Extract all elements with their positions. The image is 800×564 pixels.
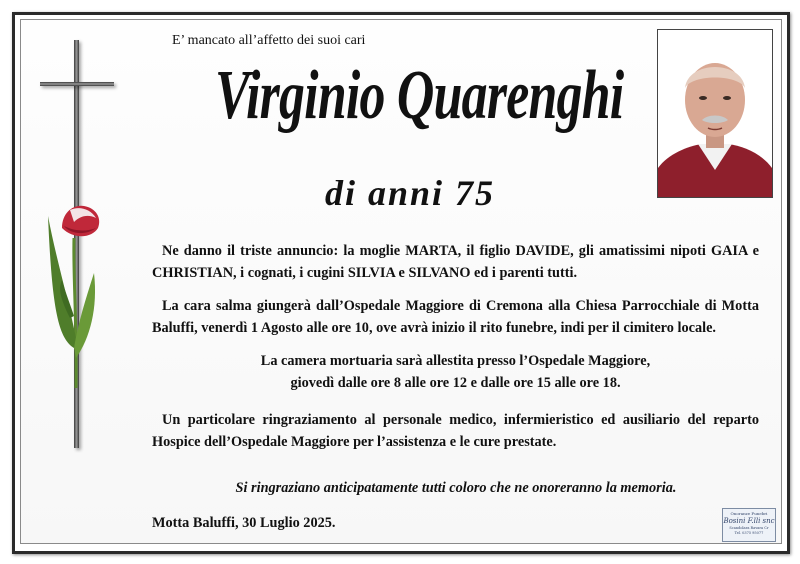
funeral-home-stamp bbox=[722, 508, 776, 542]
deceased-name: Virginio Quarenghi bbox=[215, 57, 624, 134]
intro-line: E’ mancato all’affetto dei suoi cari bbox=[172, 33, 366, 48]
stamp-line-2: Bosini F.lli snc bbox=[723, 517, 775, 525]
announcement-paragraph: Ne danno il triste annuncio: la moglie MARTA, il figlio DAVIDE, gli amatissimi nipoti GAIA e CHRISTIAN, i cognati, i cugini SILVIA e SILVANO ed i parenti tutti. bbox=[152, 243, 759, 281]
mortuary-line-2: giovedì dalle ore 8 alle ore 12 e dalle ore 15 alle ore 18. bbox=[290, 375, 621, 391]
cross-horizontal-beam bbox=[40, 82, 114, 86]
funeral-details-paragraph: La cara salma giungerà dall’Ospedale Maggiore di Cremona alla Chiesa Parrocchiale di Motta Baluffi, venerdì 1 Agosto alle ore 10, ove avrà inizio il rito funebre, indi per il cimitero locale. bbox=[152, 298, 759, 336]
deceased-age: di anni 75 bbox=[324, 173, 496, 213]
stamp-line-3: Scandolara Ravara Cr bbox=[729, 526, 769, 530]
portrait-figure bbox=[658, 30, 772, 197]
mortuary-line-1: La camera mortuaria sarà allestita presso l’Ospedale Maggiore, bbox=[260, 353, 651, 369]
stamp-line-4: Tel. 0375 95077 bbox=[734, 531, 764, 535]
closing-thanks: Si ringraziano anticipatamente tutti coloro che ne onoreranno la memoria. bbox=[235, 480, 677, 496]
place-and-date: Motta Baluffi, 30 Luglio 2025. bbox=[152, 515, 336, 531]
portrait-photo bbox=[657, 29, 773, 198]
stamp-line-1: Onoranze Funebri bbox=[730, 511, 768, 516]
mortuary-paragraph bbox=[152, 350, 759, 394]
gratitude-paragraph: Un particolare ringraziamento al personale medico, infermieristico ed ausiliario del reparto Hospice dell’Ospedale Maggiore per l’assistenza e le cure prestate. bbox=[152, 412, 759, 450]
tulip-icon bbox=[40, 198, 110, 390]
